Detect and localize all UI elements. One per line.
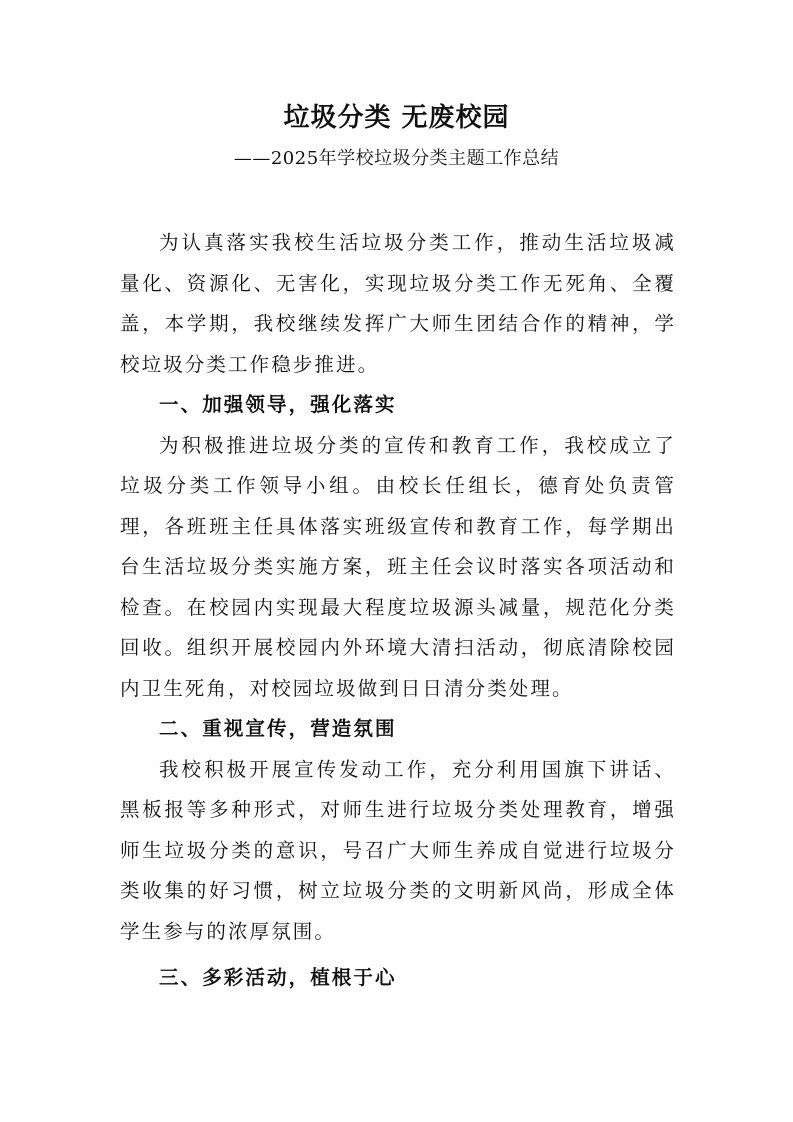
- section-heading-3: 三、多彩活动，植根于心: [159, 966, 397, 989]
- document-subtitle: ——2025年学校垃圾分类主题工作总结: [233, 148, 560, 169]
- document-body: [120, 223, 676, 999]
- section-heading-2: 二、重视宣传，营造氛围: [159, 717, 397, 740]
- section-paragraph-2: 我校积极开展宣传发动工作，充分利用国旗下讲话、黑板报等多种形式，对师生进行垃圾分类处理教育，增强师生垃圾分类的意识，号召广大师生养成自觉进行垃圾分类收集的好习惯，树立垃圾分类的文明新风尚，形成全体学生参与的浓厚氛围。: [120, 757, 676, 943]
- intro-paragraph: 为认真落实我校生活垃圾分类工作，推动生活垃圾减量化、资源化、无害化，实现垃圾分类工作无死角、全覆盖，本学期，我校继续发挥广大师生团结合作的精神，学校垃圾分类工作稳步推进。: [120, 231, 676, 376]
- section-heading-1: 一、加强领导，强化落实: [159, 393, 397, 416]
- document-title: 垃圾分类 无废校园: [283, 103, 510, 133]
- section-paragraph-1: 为积极推进垃圾分类的宣传和教育工作，我校成立了垃圾分类工作领导小组。由校长任组长，德育处负责管理，各班班主任具体落实班级宣传和教育工作，每学期出台生活垃圾分类实施方案，班主任会议时落实各项活动和检查。在校园内实现最大程度垃圾源头减量，规范化分类回收。组织开展校园内外环境大清扫活动，彻底清除校园内卫生死角，对校园垃圾做到日日清分类处理。: [120, 433, 676, 700]
